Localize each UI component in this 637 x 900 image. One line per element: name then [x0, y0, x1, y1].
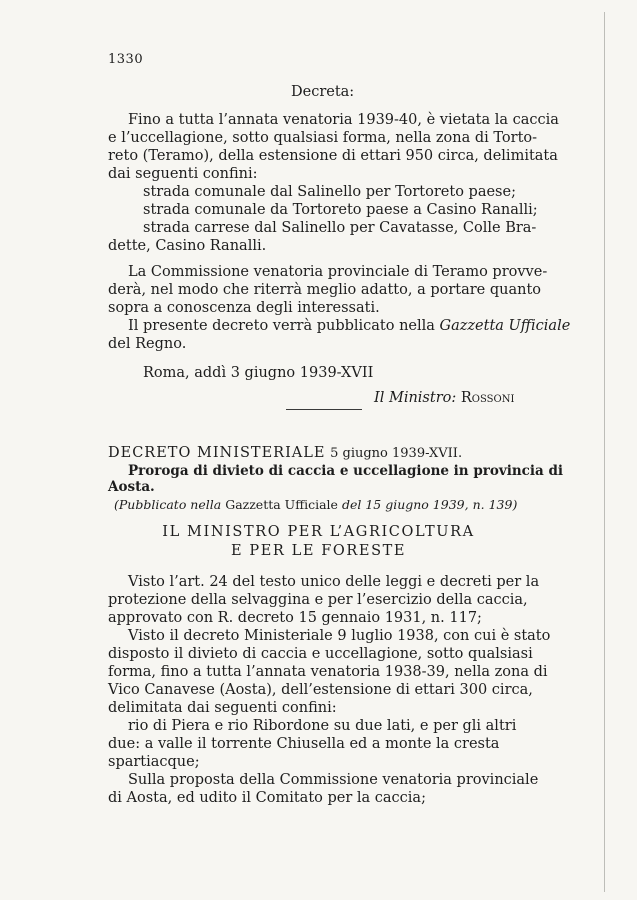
pub-n: n.: [472, 497, 485, 512]
body-line: La Commissione venatoria provinciale di Teramo provve-: [128, 264, 548, 280]
pub-num: 139): [488, 497, 518, 512]
body-line: reto (Teramo), della estensione di ettari 950 circa, delimitata: [108, 148, 558, 164]
boundary-item: strada comunale da Tortoreto paese a Casino Ranalli;: [143, 202, 538, 218]
boundary-item: strada comunale dal Salinello per Tortoreto paese;: [143, 184, 516, 200]
body-line: Visto l’art. 24 del testo unico delle leggi e decreti per la: [128, 574, 540, 590]
body-line: derà, nel modo che riterrà meglio adatto, a portare quanto: [108, 282, 542, 298]
pub-open: (Pubblicato nella: [114, 497, 222, 512]
publication-note: [114, 496, 517, 514]
body-line: dai seguenti confini:: [108, 166, 258, 182]
body-line: del Regno.: [108, 336, 187, 352]
body-line: [128, 317, 570, 335]
body-line: Visto il decreto Ministeriale 9 luglio 1938, con cui è stato: [128, 628, 551, 644]
boundary-item: strada carrese dal Salinello per Cavatasse, Colle Bra-: [143, 220, 537, 236]
body-line: spartiacque;: [108, 754, 200, 770]
body-line: di Aosta, ed udito il Comitato per la caccia;: [108, 790, 426, 806]
minister-heading: IL MINISTRO PER L’AGRICOLTURA: [162, 524, 475, 540]
body-line: Vico Canavese (Aosta), dell’estensione di ettari 300 circa,: [108, 682, 533, 698]
body-line: disposto il divieto di caccia e uccellagione, sotto qualsiasi: [108, 646, 533, 662]
signature-name: Rossoni: [460, 390, 515, 406]
body-line: Fino a tutta l’annata venatoria 1939-40, è vietata la caccia: [128, 112, 559, 128]
body-line: sopra a conoscenza degli interessati.: [108, 300, 380, 316]
page-edge-line: [604, 12, 605, 892]
decree-subject: Proroga di divieto di caccia e uccellagione in provincia di: [128, 463, 564, 479]
body-line: due: a valle il torrente Chiusella ed a monte la cresta: [108, 736, 500, 752]
section-divider: [286, 409, 362, 410]
decree-title-line: [108, 444, 462, 463]
body-line: rio di Piera e rio Ribordone su due lati, e per gli altri: [128, 718, 517, 734]
pub-gazzetta: Gazzetta Ufficiale: [225, 497, 338, 512]
body-line: approvato con R. decreto 15 gennaio 1931, n. 117;: [108, 610, 482, 626]
body-line: forma, fino a tutta l’annata venatoria 1938-39, nella zona di: [108, 664, 548, 680]
body-line: Sulla proposta della Commissione venatoria provinciale: [128, 772, 539, 788]
minister-heading: E PER LE FORESTE: [230, 543, 407, 559]
gazzetta-title: Gazzetta Ufficiale: [439, 318, 571, 334]
decree-subject: Aosta.: [108, 479, 155, 495]
body-line: protezione della selvaggina e per l’esercizio della caccia,: [108, 592, 528, 608]
signature: [374, 389, 514, 407]
body-line: delimitata dai seguenti confini:: [108, 700, 337, 716]
body-text: Il presente decreto verrà pubblicato nella: [128, 318, 435, 334]
boundary-item: dette, Casino Ranalli.: [108, 238, 267, 254]
decreta-heading: Decreta:: [291, 84, 355, 100]
pub-del: del: [341, 497, 362, 512]
body-line: e l’uccellagione, sotto qualsiasi forma, nella zona di Torto-: [108, 130, 538, 146]
decree-title: DECRETO MINISTERIALE: [108, 445, 326, 461]
decree-date: 5 giugno 1939-XVII.: [330, 446, 463, 461]
signature-label: Il Ministro:: [374, 390, 457, 406]
pub-date: 15 giugno 1939,: [365, 497, 469, 512]
page-number: 1330: [108, 52, 144, 67]
place-date: Roma, addì 3 giugno 1939-XVII: [143, 365, 374, 381]
